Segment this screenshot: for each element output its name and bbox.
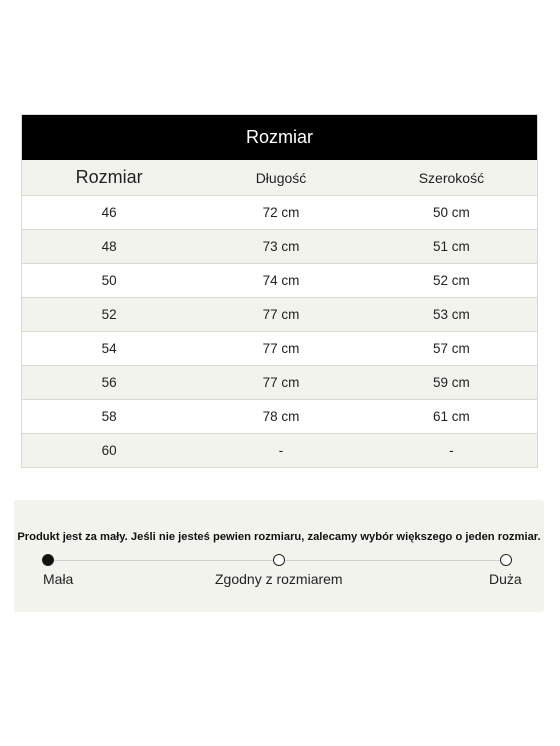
table-row (22, 434, 538, 468)
size-cell: 50 (22, 264, 197, 298)
header-length: Długość (196, 160, 366, 196)
width-cell: 51 cm (366, 230, 538, 264)
table-row (22, 400, 538, 434)
table-row (22, 264, 538, 298)
size-cell: 46 (22, 196, 197, 230)
fit-label-large: Duża (489, 571, 522, 587)
length-cell: 78 cm (196, 400, 366, 434)
width-cell: 61 cm (366, 400, 538, 434)
width-cell: - (366, 434, 538, 468)
fit-label-true-to-size: Zgodny z rozmiarem (215, 571, 343, 587)
fit-dot-large (500, 554, 512, 566)
width-cell: 57 cm (366, 332, 538, 366)
length-cell: 77 cm (196, 332, 366, 366)
table-row (22, 298, 538, 332)
length-cell: 77 cm (196, 366, 366, 400)
width-cell: 59 cm (366, 366, 538, 400)
table-row (22, 196, 538, 230)
size-cell: 48 (22, 230, 197, 264)
length-cell: - (196, 434, 366, 468)
width-cell: 50 cm (366, 196, 538, 230)
size-cell: 52 (22, 298, 197, 332)
length-cell: 77 cm (196, 298, 366, 332)
length-cell: 73 cm (196, 230, 366, 264)
size-cell: 60 (22, 434, 197, 468)
width-cell: 52 cm (366, 264, 538, 298)
size-cell: 54 (22, 332, 197, 366)
fit-dot-small (42, 554, 54, 566)
width-cell: 53 cm (366, 298, 538, 332)
table-row (22, 332, 538, 366)
size-cell: 58 (22, 400, 197, 434)
header-size: Rozmiar (22, 160, 197, 196)
table-title: Rozmiar (22, 115, 538, 161)
length-cell: 72 cm (196, 196, 366, 230)
size-cell: 56 (22, 366, 197, 400)
size-table (21, 114, 538, 468)
length-cell: 74 cm (196, 264, 366, 298)
table-row (22, 366, 538, 400)
fit-dot-true-to-size (273, 554, 285, 566)
fit-label-small: Mała (43, 571, 74, 587)
header-width: Szerokość (366, 160, 538, 196)
fit-message: Produkt jest za mały. Jeśli nie jesteś pewien rozmiaru, zalecamy wybór większego o jeden rozmiar. (17, 531, 541, 543)
fit-indicator (14, 500, 544, 612)
table-row (22, 230, 538, 264)
